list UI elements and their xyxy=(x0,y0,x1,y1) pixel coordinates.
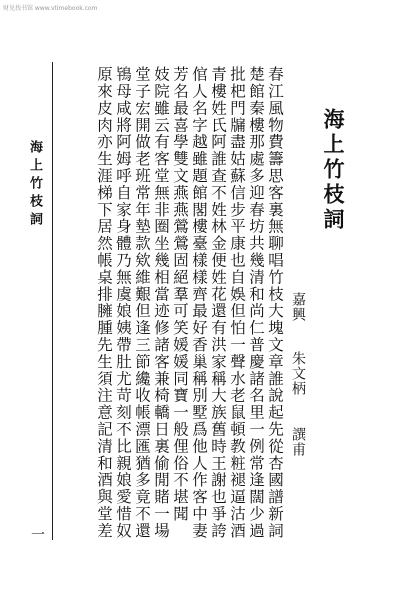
poem-column: 批杷門牖盡姑蘇信步平康也自娛但怕一聲水老鼠頓教粧褪逼沽酒 xyxy=(228,66,246,540)
poem-column: 原來皮肉亦生涯梯下居然帳桌排臃腫先生須注意記清和酒與堂差 xyxy=(95,66,113,540)
author-place: 嘉興 xyxy=(290,292,306,322)
poem-column: 堂子宏開做老班常年墊款欸維艱但逢三節纔收帳漂匯猶多竟不還 xyxy=(133,66,151,540)
author-name: 朱文柄 xyxy=(290,351,306,396)
side-label: 海上竹枝詞 xyxy=(27,140,42,230)
author-line xyxy=(288,292,308,457)
author-role: 譔甫 xyxy=(290,427,306,457)
page-number: 一 xyxy=(29,527,45,541)
poem-column: 倌人名字越雖題館閣樓臺樣樣齊最好香巢稱別墅爲他人作客中妻 xyxy=(190,66,208,540)
margin-rule xyxy=(52,62,53,540)
poem-column: 青樓姓氏阿誰查不姓林金便姓花還有洪家稱大族舊時王謝也爭誇 xyxy=(209,66,227,540)
poem-column: 春江風物費籌思客裏無聊唱竹枝大塊文章誰說起先從杏國譜新詞 xyxy=(266,66,284,540)
page-title: 海上竹枝詞 xyxy=(321,108,346,233)
poem-column: 芳名最喜學雙文燕燕鶯鶯固絕羣可笑媛媛同寶一般俚俗不堪聞 xyxy=(171,66,189,523)
poem-body xyxy=(66,66,284,540)
poem-column: 楚館秦樓那處多迎春坊共幾清和尚仁普慶諸名里一例常逢闊少過 xyxy=(247,66,265,540)
watermark: 财见找书馆 www.vtimebook.com xyxy=(3,5,98,12)
poem-column: 妓院雖云有客堂無非圈坐幾相當迹修諸客兼椅轎日裏偷閒賭一場 xyxy=(152,66,170,540)
poem-column: 鴇母咸將阿姆呼自家身體乃無虞娘姨帶肚尤苛刻不比親娘愛惜奴 xyxy=(114,66,132,540)
